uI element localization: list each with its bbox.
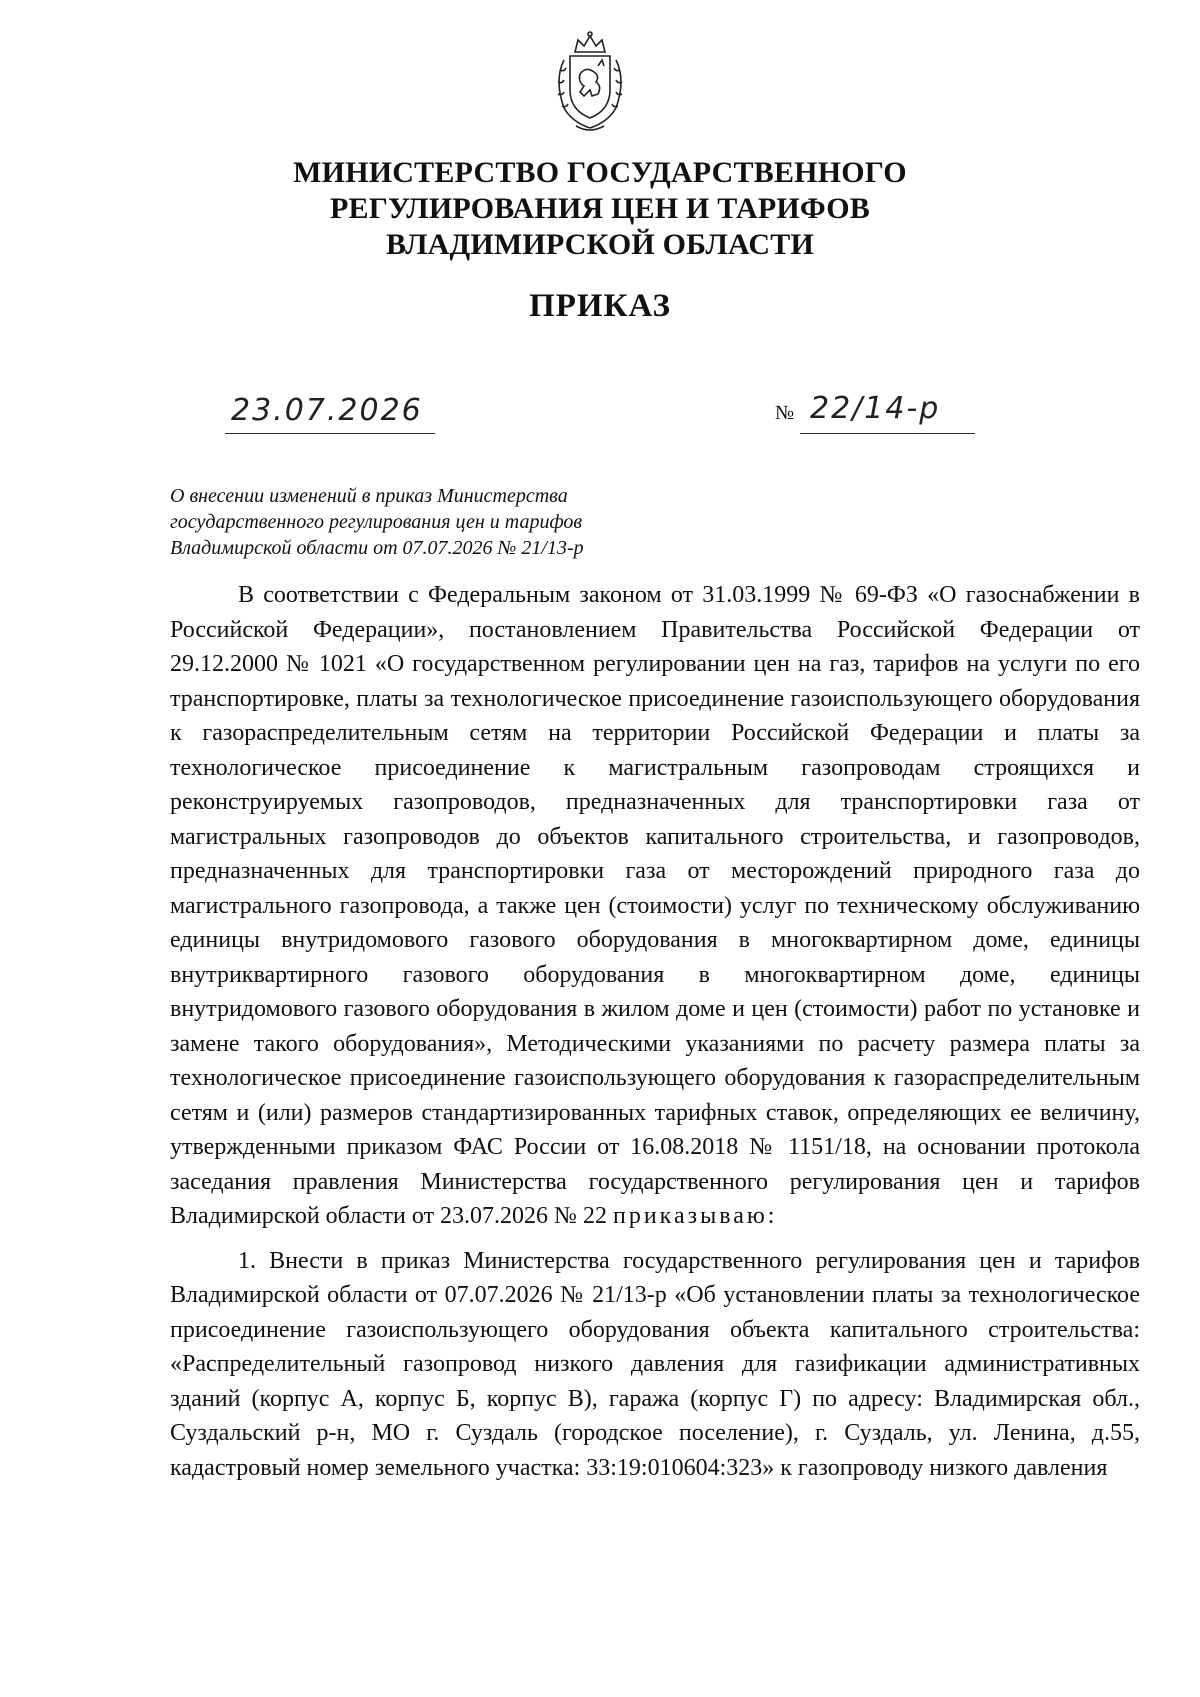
ministry-name-line2: РЕГУЛИРОВАНИЯ ЦЕН И ТАРИФОВ [329,192,870,225]
ministry-name-line1: МИНИСТЕРСТВО ГОСУДАРСТВЕННОГО [293,156,907,189]
subject-line1: О внесении изменений в приказ Министерства [170,485,568,507]
preamble-paragraph [170,578,1140,1234]
date-field [225,395,435,434]
subject-line2: государственного регулирования цен и тарифов [170,511,583,533]
subject-line3: Владимирской области от 07.07.2026 № 21/13-р [170,537,584,559]
number-sign: № [775,402,795,424]
handwritten-number: 22/14-р [810,391,941,426]
handwritten-date: 23.07.2026 [231,393,423,428]
document-body [170,578,1140,1485]
document-subject [170,483,730,561]
item-1-paragraph: 1. Внести в приказ Министерства государственного регулирования цен и тарифов Владимирской области от 07.07.2026 № 21/13-р «Об установлении платы за технологическое присоединение газоиспользующего оборудования объекта капитального строительства: «Распределительный газопровод низкого давления для газификации административных зданий (корпус А, корпус Б, корпус В), гаража (корпус Г) по адресу: Владимирская обл., Суздальский р-н, МО г. Суздаль (городское поселение), г. Суздаль, ул. Ленина, д.55, кадастровый номер земельного участка: 33:19:010604:323» к газопроводу низкого давления [170,1247,1140,1481]
ministry-name [150,155,1050,263]
document-type-title: ПРИКАЗ [529,288,671,324]
ministry-name-line3: ВЛАДИМИРСКОЙ ОБЛАСТИ [386,228,814,261]
number-field [800,391,975,434]
directive-word: приказываю: [612,1203,778,1229]
coat-of-arms-icon [540,30,640,140]
preamble-text: В соответствии с Федеральным законом от 31.03.1999 № 69-ФЗ «О газоснабжении в Российской Федерации», постановлением Правительства Российской Федерации от 29.12.2000 № 1021 «О государственном регулировании цен на газ, тарифов на услуги по его транспортировке, платы за технологическое присоединение газоиспользующего оборудования к газораспределительным сетям на территории Российской Федерации и платы за технологическое присоединение к магистральным газопроводам строящихся и реконструируемых газопроводов, предназначенных для транспортировки газа от магистральных газопроводов до объектов капитального строительства, и газопроводов, предназначенных для транспортировки газа от месторождений природного газа до магистрального газопровода, а также цен (стоимости) услуг по техническому обслуживанию единицы внутридомового газового оборудования в многоквартирном доме, единицы внутриквартирного газового оборудования в многоквартирном доме, единицы внутридомового газового оборудования в жилом доме и цен (стоимости) работ по установке и замене такого оборудования», Методическими указаниями по расчету размера платы за технологическое присоединение газоиспользующего оборудования к газораспределительным сетям и (или) размеров стандартизированных тарифных ставок, определяющих ее величину, утвержденными приказом ФАС России от 16.08.2018 № 1151/18, на основании протокола заседания правления Министерства государственного регулирования цен и тарифов Владимирской области от 23.07.2026 № 22 [170,582,1140,1229]
